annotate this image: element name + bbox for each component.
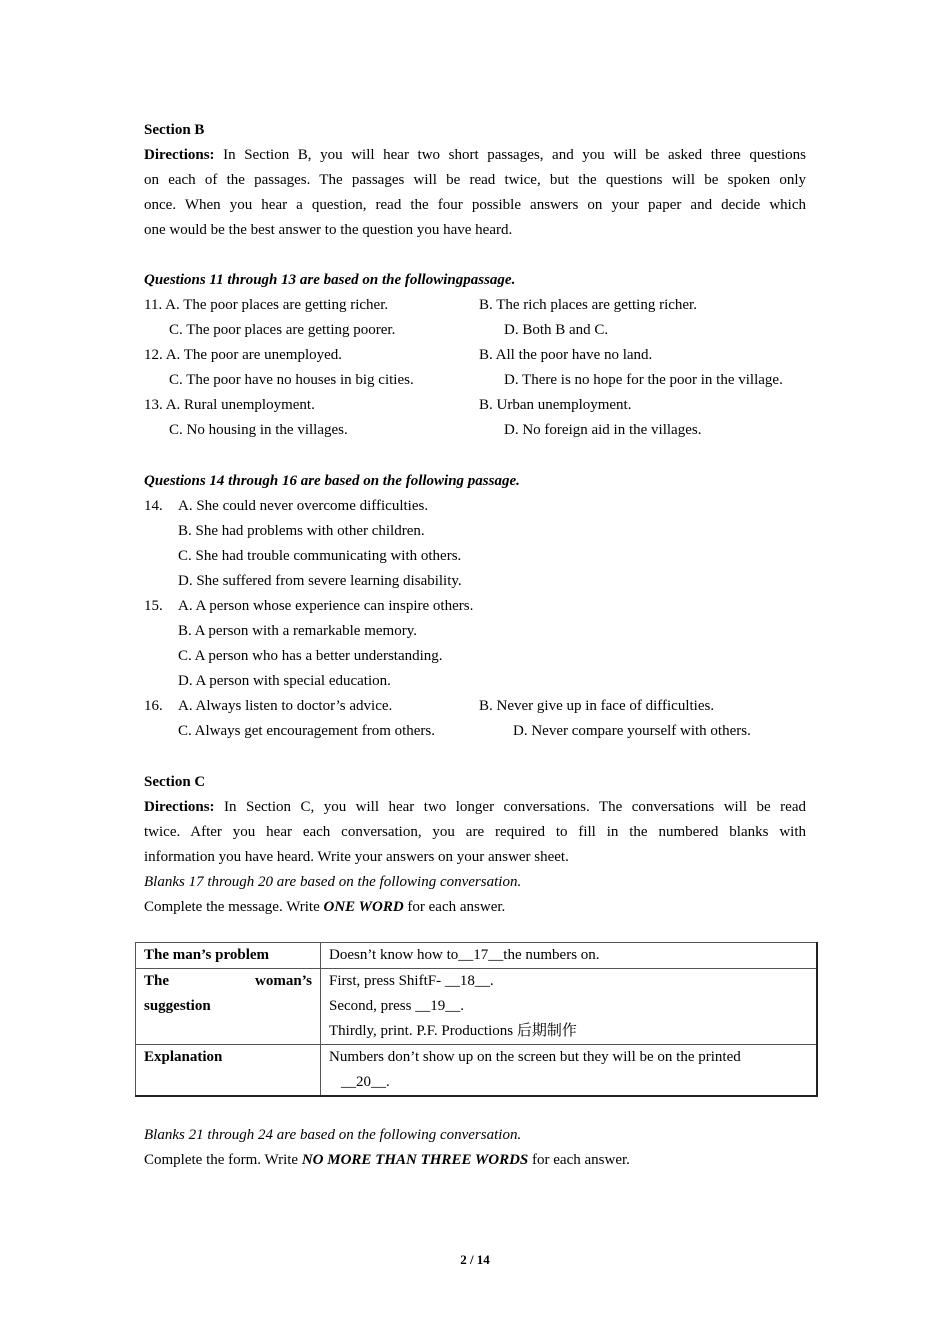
option-b: B. All the poor have no land. [479, 347, 653, 363]
directions-label: Directions: [144, 799, 215, 815]
option-d: D. Both B and C. [504, 322, 609, 338]
section-b-directions-line-2: on each of the passages. The passages will be read twice, but the questions will be spoken only [144, 172, 806, 188]
option-d: D. She suffered from severe learning disability. [178, 573, 462, 589]
option-a: A. Always listen to doctor’s advice. [178, 698, 393, 714]
section-c-directions-line-3: information you have heard. Write your answers on your answer sheet. [144, 849, 569, 865]
option-a: A. She could never overcome difficulties. [178, 498, 429, 514]
section-b-directions-line-4: one would be the best answer to the question you have heard. [144, 222, 513, 238]
option-d: D. There is no hope for the poor in the village. [504, 372, 783, 388]
table-row [136, 1045, 818, 1097]
row-content: Doesn’t know how to__17__the numbers on. [321, 943, 818, 969]
option-b: B. Urban unemployment. [479, 397, 632, 413]
option-c: C. The poor places are getting poorer. [169, 322, 396, 338]
section-b-directions-line-3: once. When you hear a question, read the four possible answers on your paper and decide which [144, 197, 806, 213]
option-c: C. The poor have no houses in big cities. [169, 372, 414, 388]
option-d: D. A person with special education. [178, 673, 391, 689]
section-b-directions-line-1: Directions: In Section B, you will hear two short passages, and you will be asked three questions [144, 147, 806, 163]
option-b: B. The rich places are getting richer. [479, 297, 697, 313]
option-b: B. Never give up in face of difficulties. [479, 698, 715, 714]
question-14: 14. A. She could never overcome difficulties. B. She had problems with other children. C. She had trouble communicating with others. D. She suffered from severe learning disability. [144, 494, 806, 594]
option-d: D. Never compare yourself with others. [513, 723, 751, 739]
option-a: A. A person whose experience can inspire others. [178, 598, 474, 614]
option-c: C. Always get encouragement from others. [178, 723, 436, 739]
section-b-title: Section B [144, 122, 205, 138]
option-c: C. A person who has a better understanding. [178, 648, 443, 664]
question-12: 12. A. The poor are unemployed. B. All the poor have no land. C. The poor have no houses in big cities. D. There is no hope for the poor in the village. [144, 343, 806, 393]
blanks-17-20-heading: Blanks 17 through 20 are based on the following conversation. [144, 874, 522, 890]
section-c-title: Section C [144, 774, 206, 790]
question-11: 11. A. The poor places are getting richer. B. The rich places are getting richer. C. The poor places are getting poorer. D. Both B and C. [144, 293, 806, 343]
row-label: Explanation [136, 1045, 321, 1097]
group-14-16-heading: Questions 14 through 16 are based on the following passage. [144, 473, 520, 489]
blanks-21-24-instruction: Complete the form. Write NO MORE THAN THREE WORDS for each answer. [144, 1152, 630, 1168]
group-11-13-heading: Questions 11 through 13 are based on the followingpassage. [144, 272, 516, 288]
table-row [136, 943, 818, 969]
row-content: Numbers don’t show up on the screen but they will be on the printed __20__. [321, 1045, 818, 1097]
option-c: C. No housing in the villages. [169, 422, 348, 438]
table-row [136, 969, 818, 1045]
option-a: A. The poor places are getting richer. [165, 297, 389, 313]
question-13: 13. A. Rural unemployment. B. Urban unemployment. C. No housing in the villages. D. No foreign aid in the villages. [144, 393, 806, 443]
question-15: 15. A. A person whose experience can inspire others. B. A person with a remarkable memory. C. A person who has a better understanding. D. A person with special education. [144, 594, 806, 694]
option-b: B. She had problems with other children. [178, 523, 425, 539]
blanks-21-24-block [144, 1123, 630, 1173]
option-a: A. Rural unemployment. [165, 397, 315, 413]
option-d: D. No foreign aid in the villages. [504, 422, 702, 438]
question-16: 16. A. Always listen to doctor’s advice. B. Never give up in face of difficulties. C. Always get encouragement from others. D. Never compare yourself with others. [144, 694, 806, 744]
row-label: The woman’s suggestion [136, 969, 321, 1045]
section-c-directions-line-1: Directions: In Section C, you will hear two longer conversations. The conversations will be read [144, 799, 806, 815]
message-table [135, 942, 818, 1097]
blanks-17-20-instruction: Complete the message. Write ONE WORD for each answer. [144, 899, 506, 915]
option-b: B. A person with a remarkable memory. [178, 623, 417, 639]
blanks-21-24-heading: Blanks 21 through 24 are based on the following conversation. [144, 1127, 522, 1143]
option-c: C. She had trouble communicating with others. [178, 548, 462, 564]
document-page [144, 118, 806, 920]
directions-label: Directions: [144, 147, 215, 163]
row-label: The man’s problem [136, 943, 321, 969]
section-c-directions-line-2: twice. After you hear each conversation, you are required to fill in the numbered blanks with [144, 824, 806, 840]
page-number: 2 / 14 [460, 1252, 490, 1267]
row-content: First, press ShiftF- __18__. Second, press __19__. Thirdly, print. P.F. Productions 后期制作 [321, 969, 818, 1045]
option-a: A. The poor are unemployed. [165, 347, 343, 363]
